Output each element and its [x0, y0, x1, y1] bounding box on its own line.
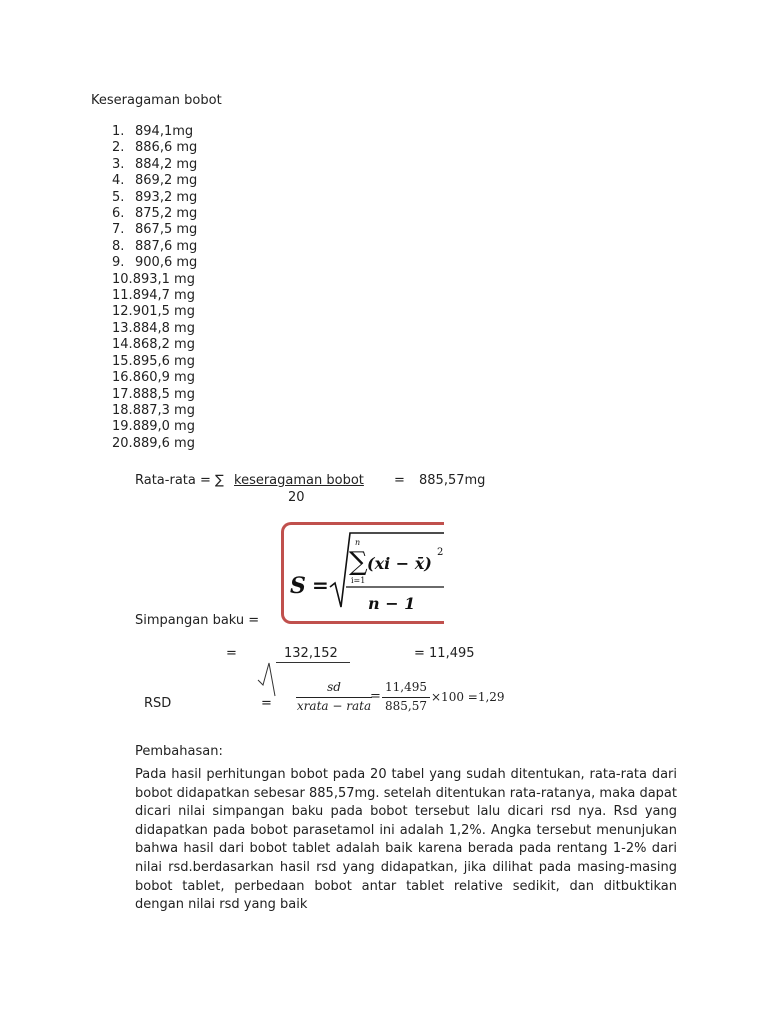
weight-number: 16.: [112, 370, 133, 386]
weight-number: 8.: [112, 238, 125, 254]
weight-number: 10.: [112, 271, 133, 287]
rsd-label: RSD: [144, 696, 172, 711]
weight-number: 20.: [112, 435, 133, 451]
weight-item: [112, 255, 197, 271]
weight-number: 15.: [112, 353, 133, 369]
weight-item: [112, 337, 197, 353]
weight-number: 13.: [112, 320, 133, 336]
weight-number: 1.: [112, 124, 125, 139]
weight-list: [112, 124, 197, 452]
weight-number: 9.: [112, 255, 125, 271]
rsd-frac1-bar: [296, 697, 372, 698]
std-dev-result: = 11,495: [414, 646, 475, 661]
weight-number: 18.: [112, 402, 133, 418]
weight-item: [112, 239, 197, 255]
weight-value: 884,8 mg: [132, 320, 195, 336]
rsd-frac1-num: sd: [327, 680, 341, 694]
page-title: Keseragaman bobot: [91, 93, 222, 108]
root-fragment: [256, 658, 280, 698]
weight-item: [112, 304, 197, 320]
weight-item: [112, 419, 197, 435]
formula-eq: =: [312, 573, 329, 597]
weight-number: 5.: [112, 189, 125, 205]
weight-value: 895,6 mg: [132, 353, 195, 369]
rsd-frac2-den: 885,57: [385, 699, 427, 713]
weight-item: [112, 403, 197, 419]
weight-value: 875,2 mg: [135, 206, 198, 222]
rsd-frac2-bar: [382, 697, 430, 698]
weight-value: 900,6 mg: [135, 255, 198, 271]
std-dev-underline: [276, 662, 350, 663]
weight-item: [112, 436, 197, 452]
weight-item: [112, 190, 197, 206]
weight-value: 893,2 mg: [135, 189, 198, 205]
sum-body: (xi − x̄): [367, 554, 432, 573]
weight-item: [112, 387, 197, 403]
std-dev-eq: =: [226, 646, 237, 661]
weight-item: [112, 222, 197, 238]
weight-value: 894,1mg: [135, 124, 194, 139]
weight-value: 888,5 mg: [132, 386, 195, 402]
weight-item: [112, 124, 197, 140]
rsd-tail: ×100 =1,29: [431, 690, 505, 704]
weight-number: 7.: [112, 222, 125, 238]
weight-item: [112, 370, 197, 386]
weight-item: [112, 272, 197, 288]
weight-item: [112, 173, 197, 189]
rsd-eq: =: [261, 696, 272, 711]
weight-value: 867,5 mg: [135, 222, 198, 238]
weight-item: [112, 140, 197, 156]
weight-value: 889,6 mg: [132, 435, 195, 451]
weight-value: 894,7 mg: [132, 288, 195, 304]
average-equals: =: [394, 473, 405, 488]
formula-denominator: n − 1: [368, 594, 416, 613]
discussion-heading: Pembahasan:: [135, 744, 223, 759]
rsd-eq2: =: [370, 689, 381, 704]
sigma-symbol: ∑: [349, 547, 368, 577]
weight-number: 19.: [112, 419, 133, 435]
weight-number: 14.: [112, 337, 133, 353]
weight-value: 889,0 mg: [132, 419, 195, 435]
weight-item: [112, 288, 197, 304]
average-denominator: 20: [288, 490, 305, 505]
std-dev-label: Simpangan baku =: [135, 613, 260, 628]
sum-upper: n: [355, 538, 361, 547]
weight-value: 886,6 mg: [135, 140, 198, 156]
weight-number: 6.: [112, 206, 125, 222]
weight-value: 901,5 mg: [132, 304, 195, 320]
average-result: 885,57mg: [419, 473, 486, 488]
average-label: Rata-rata = ∑: [135, 473, 224, 488]
rsd-frac1-den: xrata − rata: [296, 699, 372, 713]
weight-value: 884,2 mg: [135, 156, 198, 172]
rsd-frac2-num: 11,495: [385, 680, 427, 694]
std-formula-graphic: [284, 525, 444, 621]
weight-number: 12.: [112, 304, 133, 320]
formula-s: S: [290, 573, 306, 599]
weight-number: 17.: [112, 386, 133, 402]
discussion-paragraph: Pada hasil perhitungan bobot pada 20 tabel yang sudah ditentukan, rata-rata dari bobot didapatkan sebesar 885,57mg. setelah ditentukan rata-ratanya, maka dapat dicari nilai simpangan baku pada bobot tersebut lalu dicari rsd nya. Rsd yang didapatkan pada bobot parasetamol ini adalah 1,2%. Angka tersebut menunjukan bahwa hasil dari bobot tablet adalah baik karena berada pada rentang 1-2% dari nilai rsd.berdasarkan hasil rsd yang didapatkan, jika dilihat pada masing-masing bobot tablet, perbedaan bobot antar tablet relative sedikit, dan ditbuktikan dengan nilai rsd yang baik: [135, 767, 677, 913]
weight-item: [112, 321, 197, 337]
weight-item: [112, 157, 197, 173]
std-formula-image: [281, 522, 444, 624]
weight-value: 887,3 mg: [132, 402, 195, 418]
weight-value: 860,9 mg: [132, 370, 195, 386]
weight-value: 893,1 mg: [132, 271, 195, 287]
power-two: 2: [437, 547, 444, 558]
weight-number: 4.: [112, 173, 125, 189]
weight-value: 869,2 mg: [135, 173, 198, 189]
average-numerator: keseragaman bobot: [234, 473, 364, 488]
weight-number: 3.: [112, 156, 125, 172]
std-dev-value: 132,152: [284, 646, 338, 661]
weight-value: 887,6 mg: [135, 238, 198, 254]
weight-item: [112, 354, 197, 370]
weight-value: 868,2 mg: [132, 337, 195, 353]
weight-item: [112, 206, 197, 222]
sum-lower: i=1: [351, 576, 366, 585]
weight-number: 2.: [112, 140, 125, 156]
weight-number: 11.: [112, 288, 133, 304]
